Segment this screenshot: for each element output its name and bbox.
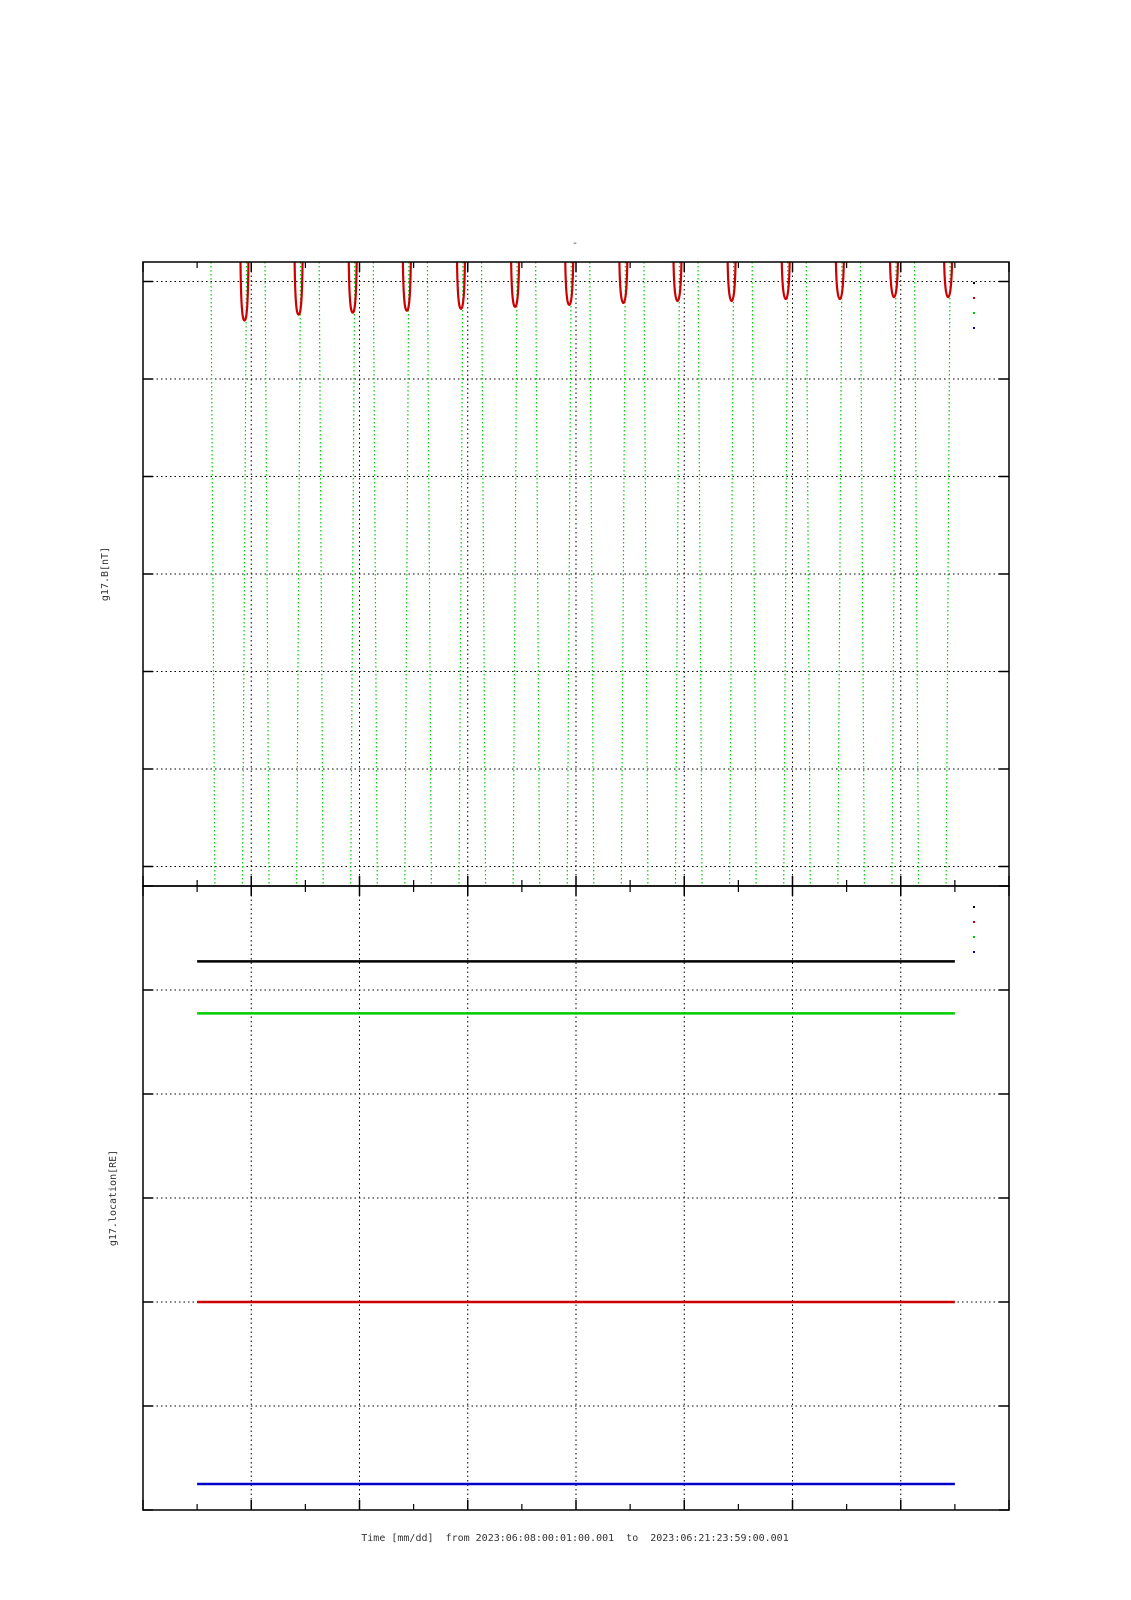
top-y-axis-label: g17.B[nT] — [100, 546, 111, 602]
x-axis-footer: Time [mm/dd] from 2023:06:08:00:01:00.001 to 2023:06:21:23:59:00.001 — [361, 1533, 789, 1544]
top-panel — [100, 260, 1009, 886]
bxgse-dip — [944, 260, 952, 297]
bxgse-dip — [349, 260, 357, 313]
bxgse-dip — [836, 260, 844, 299]
top-series — [211, 260, 952, 886]
top-grid — [143, 262, 1009, 886]
bygse-trace — [459, 262, 463, 886]
bottom-legend — [973, 906, 975, 953]
bxgse-dip — [403, 260, 411, 311]
bxgse-dip — [457, 260, 465, 309]
bxgse-dip — [295, 260, 303, 315]
bottom-panel — [108, 886, 1009, 1510]
figure-title: - — [571, 238, 579, 249]
bxgse-dip — [673, 260, 681, 301]
legend-swatch — [973, 282, 975, 284]
bxgse-dip — [511, 260, 519, 307]
legend-swatch — [973, 906, 975, 908]
bxgse-dip — [565, 260, 573, 305]
legend-swatch — [973, 327, 975, 329]
bottom-grid — [143, 886, 1009, 1510]
bygse-trace — [482, 262, 486, 886]
legend-swatch — [973, 921, 975, 923]
bxgse-dip — [619, 260, 627, 303]
bottom-y-axis-label: g17.location[RE] — [108, 1149, 119, 1247]
bxgse-dip — [890, 260, 898, 297]
bxgse-dip — [240, 260, 248, 321]
legend-swatch — [973, 297, 975, 299]
bxgse-dip — [782, 260, 790, 299]
legend-swatch — [973, 936, 975, 938]
legend-swatch — [973, 951, 975, 953]
bygse-trace — [427, 262, 431, 886]
legend-swatch — [973, 312, 975, 314]
bxgse-dip — [728, 260, 736, 301]
top-legend — [973, 282, 975, 329]
